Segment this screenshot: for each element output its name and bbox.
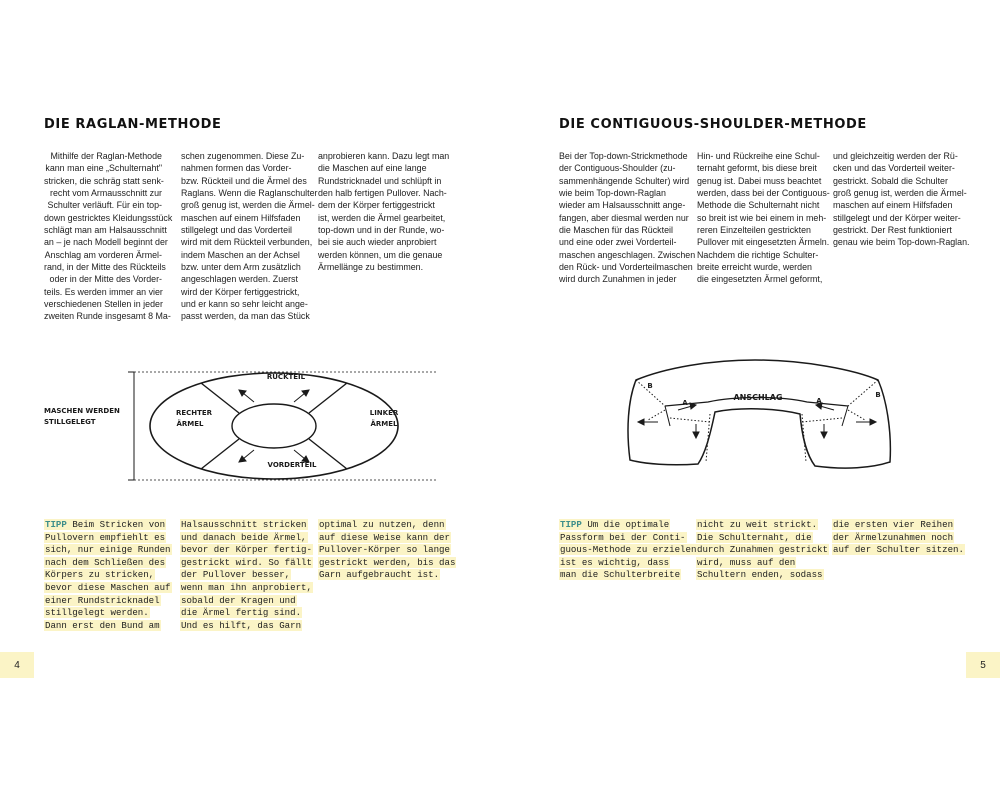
text-line: ternaht geformt, bis diese breit <box>697 163 817 174</box>
tip-text: optimal zu nutzen, denn <box>319 519 445 530</box>
tip-line <box>832 532 962 545</box>
text-line: bzw. unter dem Arm zusätzlich <box>181 262 301 273</box>
tip-line <box>44 519 169 532</box>
tip-line <box>180 544 312 557</box>
tip-line <box>180 519 305 532</box>
text-line: Bei der Top-down-Strickmethode <box>559 151 688 161</box>
tip-text: Um die optimale <box>587 519 670 530</box>
tip-keyword: TIPP <box>560 519 582 530</box>
right-text-col-3 <box>833 150 970 249</box>
text-line: genug ist. Dabei muss beachtet <box>697 175 822 186</box>
right-tip-col-2 <box>696 519 828 582</box>
tip-line <box>696 519 821 532</box>
text-line: und gleichzeitig werden der Rü- <box>833 151 958 161</box>
text-line: die eingesetzten Ärmel geformt, <box>697 274 823 285</box>
text-line: nahmen formen das Vorder- <box>181 163 292 174</box>
text-line: den halb fertigen Pullover. Nach- <box>318 188 447 199</box>
label-rechter-aermel: ÄRMEL <box>176 420 204 428</box>
tip-text: wird, muss auf den <box>697 556 796 568</box>
text-line: verschiedenen Stellen in jeder <box>44 299 163 310</box>
left-text-col-2 <box>181 150 318 323</box>
text-line: rand, in der Mitte des Rückteils <box>44 262 166 273</box>
text-line: indem Maschen an der Achsel <box>181 249 300 260</box>
text-line: Mithilfe der Raglan-Methode <box>50 151 162 161</box>
text-line: und eine oder zwei Vorderteil- <box>559 237 677 248</box>
text-line: stillgelegt und der Körper weiter- <box>833 212 961 223</box>
raglan-diagram <box>40 360 450 490</box>
text-line: maschen auf einem Hilfsfaden <box>181 212 301 223</box>
tip-text: stillgelegt werden. <box>45 607 149 619</box>
text-line: Hin- und Rückreihe eine Schul- <box>697 151 820 161</box>
tip-text: die Ärmel fertig sind. <box>181 607 302 619</box>
tip-line <box>180 532 305 545</box>
text-line: Nachdem die richtige Schulter- <box>697 249 819 260</box>
tip-line <box>832 544 962 557</box>
text-line: bzw. Rückteil und die Ärmel des <box>181 175 307 186</box>
left-tip-col-2 <box>180 519 312 632</box>
label-a-left: A <box>682 399 688 407</box>
tip-text: guous-Methode zu erzielen <box>560 544 697 556</box>
tip-text: gestrickt werden, bis das <box>319 556 456 568</box>
tip-text: wenn man ihn anprobiert, <box>181 581 312 593</box>
text-line: wird der Körper fertiggestrickt, <box>181 286 300 297</box>
tip-text: Dann erst den Bund am <box>45 619 160 631</box>
text-line: recht vom Armausschnitt zur <box>50 188 162 199</box>
text-line: gestrickt. Sobald die Schulter <box>833 175 948 186</box>
left-text-col-3 <box>318 150 450 273</box>
text-line: maschen auf einem Hilfsfaden <box>833 200 953 211</box>
label-rueckteil: RÜCKTEIL <box>266 373 306 381</box>
text-line: reren Einzelteilen gestrickten <box>697 225 811 236</box>
tip-text: gestrickt wird. So fällt <box>181 556 312 568</box>
tip-line <box>180 556 312 570</box>
tip-line <box>44 582 169 595</box>
tip-text: man die Schulterbreite <box>560 569 681 581</box>
text-line: gestrickt. Der Rest funktioniert <box>833 225 952 236</box>
page-number-right: 5 <box>966 652 1000 678</box>
text-line: werden, dass bei der Contiguous- <box>697 188 830 199</box>
tip-text: Schultern enden, sodass <box>697 569 823 581</box>
tip-line <box>318 519 448 532</box>
label-b-right: B <box>875 391 881 399</box>
contiguous-shoulder-diagram <box>610 350 910 480</box>
tip-text: nach dem Schließen des <box>45 556 166 568</box>
text-line: anprobieren kann. Dazu legt man <box>318 151 450 161</box>
text-line: maschen angeschlagen. Zwischen <box>559 249 696 260</box>
tip-line <box>180 569 305 582</box>
label-linker-aermel: ÄRMEL <box>370 420 398 428</box>
text-line: Raglans. Wenn die Raglanschulter <box>181 188 318 199</box>
right-tip-col-3 <box>832 519 962 557</box>
text-line: top-down und in der Runde, wo- <box>318 225 445 236</box>
tip-line <box>696 557 821 570</box>
tip-line <box>44 620 169 633</box>
tip-line <box>696 544 828 557</box>
text-line: Methode die Schulternaht nicht <box>697 200 820 211</box>
text-line: bei sie auch wieder anprobiert <box>318 237 437 248</box>
text-line: down gestricktes Kleidungsstück <box>44 212 173 223</box>
tip-text: bevor diese Maschen auf <box>45 581 171 593</box>
tip-line <box>696 532 821 545</box>
tip-line <box>180 595 305 608</box>
text-line: den Rück- und Vorderteilmaschen <box>559 262 693 273</box>
tip-keyword: TIPP <box>45 519 67 530</box>
tip-line <box>559 544 697 557</box>
left-text-col-1 <box>44 150 173 323</box>
tip-text: einer Rundstricknadel <box>45 594 160 606</box>
text-line: wird durch Zunahmen in jeder <box>559 274 677 285</box>
left-tip-col-3 <box>318 519 456 582</box>
label-vorderteil: VORDERTEIL <box>267 461 317 469</box>
tip-text: nicht zu weit strickt. <box>697 519 818 530</box>
tip-line <box>44 557 169 570</box>
tip-text: und danach beide Ärmel, <box>181 531 307 543</box>
text-line: die Maschen auf eine lange <box>318 163 427 174</box>
label-anschlag: ANSCHLAG <box>733 393 783 402</box>
text-line: Pullover mit eingesetzten Ärmeln. <box>697 237 830 248</box>
tip-line <box>318 556 456 570</box>
tip-text: sobald der Kragen und <box>181 594 296 606</box>
right-heading: DIE CONTIGUOUS-SHOULDER-METHODE <box>559 117 867 132</box>
tip-line <box>44 532 169 545</box>
text-line: groß genug ist, werden die Ärmel- <box>181 200 315 211</box>
tip-line <box>180 620 305 633</box>
right-tip-col-1 <box>559 519 697 582</box>
text-line: und er kann so sehr leicht ange- <box>181 299 308 310</box>
label-linker: LINKER <box>369 409 399 417</box>
text-line: fangen, aber diesmal werden nur <box>559 212 689 223</box>
tip-line <box>318 544 448 557</box>
tip-text: Garn aufgebraucht ist. <box>319 569 440 581</box>
text-line: passt werden, da man das Stück <box>181 311 310 322</box>
tip-text: bevor der Körper fertig- <box>181 544 312 556</box>
text-line: zweiten Runde insgesamt 8 Ma- <box>44 311 171 322</box>
text-line: genau wie beim Top-down-Raglan. <box>833 237 970 248</box>
text-line: der Contiguous-Shoulder (zu- <box>559 163 676 174</box>
left-tip-col-1 <box>44 519 169 632</box>
label-maschen-werden: MASCHEN WERDEN <box>44 407 120 415</box>
tip-line <box>44 569 169 582</box>
tip-text: Die Schulternaht, die <box>697 531 812 543</box>
label-rechter: RECHTER <box>175 409 213 417</box>
tip-text: der Ärmelzunahmen noch <box>833 531 954 543</box>
tip-text: die ersten vier Reihen <box>833 519 954 530</box>
tip-text: Und es hilft, das Garn <box>181 619 302 631</box>
text-line: wie beim Top-down-Raglan <box>559 188 666 199</box>
text-line: schen zugenommen. Diese Zu- <box>181 151 305 161</box>
tip-text: Beim Stricken von <box>72 519 166 530</box>
tip-line <box>318 532 448 545</box>
right-text-col-2 <box>697 150 830 286</box>
tip-line <box>44 595 169 608</box>
tip-text: Pullover-Körper so lange <box>319 544 450 556</box>
text-line: so breit ist wie bei einem in meh- <box>697 212 827 223</box>
tip-line <box>318 569 448 582</box>
tip-line <box>559 569 684 582</box>
text-line: schlägt man am Halsausschnitt <box>44 225 167 236</box>
label-b-left: B <box>647 382 653 390</box>
tip-line <box>44 607 169 620</box>
text-line: dem der Körper fertiggestrickt <box>318 200 435 211</box>
tip-text: ist es wichtig, dass <box>560 556 670 568</box>
text-line: an – je nach Modell beginnt der <box>44 237 168 248</box>
right-text-col-1 <box>559 150 696 286</box>
tip-text: Passform bei der Conti- <box>560 531 686 543</box>
tip-line <box>696 569 821 582</box>
tip-line <box>559 557 684 570</box>
text-line: stricken, die schräg statt senk- <box>44 175 164 186</box>
text-line: stillgelegt und das Vorderteil <box>181 225 293 236</box>
text-line: die Maschen für das Rückteil <box>559 225 673 236</box>
text-line: breite erreicht wurde, werden <box>697 262 812 273</box>
tip-line <box>180 607 305 620</box>
text-line: cken und das Vorderteil weiter- <box>833 163 955 174</box>
text-line: sammenhängende Schulter) wird <box>559 175 690 186</box>
page-number-left: 4 <box>0 652 34 678</box>
text-line: Rundstricknadel und schlüpft in <box>318 175 442 186</box>
text-line: Ärmellänge zu bestimmen. <box>318 262 424 273</box>
text-line: angeschlagen werden. Zuerst <box>181 274 298 285</box>
text-line: kann man eine „Schulternaht" <box>45 163 162 174</box>
tip-line <box>559 532 684 545</box>
text-line: wird mit dem Rückteil verbunden, <box>181 237 313 248</box>
tip-text: Halsausschnitt stricken <box>181 519 307 530</box>
label-a-right: A <box>816 397 822 405</box>
tip-text: Pullovern empfiehlt es <box>45 531 166 543</box>
tip-line <box>180 581 312 595</box>
text-line: groß genug ist, werden die Ärmel- <box>833 188 967 199</box>
text-line: oder in der Mitte des Vorder- <box>49 274 162 285</box>
text-line: ist, werden die Ärmel gearbeitet, <box>318 212 446 223</box>
tip-text: der Pullover besser, <box>181 569 291 581</box>
tip-line <box>44 544 169 557</box>
tip-line <box>832 519 962 532</box>
tip-text: auf der Schulter sitzen. <box>833 544 964 556</box>
text-line: wieder am Halsausschnitt ange- <box>559 200 686 211</box>
text-line: teils. Es werden immer an vier <box>44 286 163 297</box>
text-line: Schulter verläuft. Für ein top- <box>47 200 162 211</box>
tip-text: Körpers zu stricken, <box>45 569 155 581</box>
text-line: werden können, um die genaue <box>318 249 443 260</box>
tip-text: sich, nur einige Runden <box>45 544 171 556</box>
tip-line <box>559 519 684 532</box>
label-stillgelegt: STILLGELEGT <box>44 418 96 426</box>
tip-text: auf diese Weise kann der <box>319 531 450 543</box>
tip-text: durch Zunahmen gestrickt <box>697 544 828 556</box>
text-line: Anschlag am vorderen Ärmel- <box>44 249 162 260</box>
left-heading: DIE RAGLAN-METHODE <box>44 117 222 132</box>
